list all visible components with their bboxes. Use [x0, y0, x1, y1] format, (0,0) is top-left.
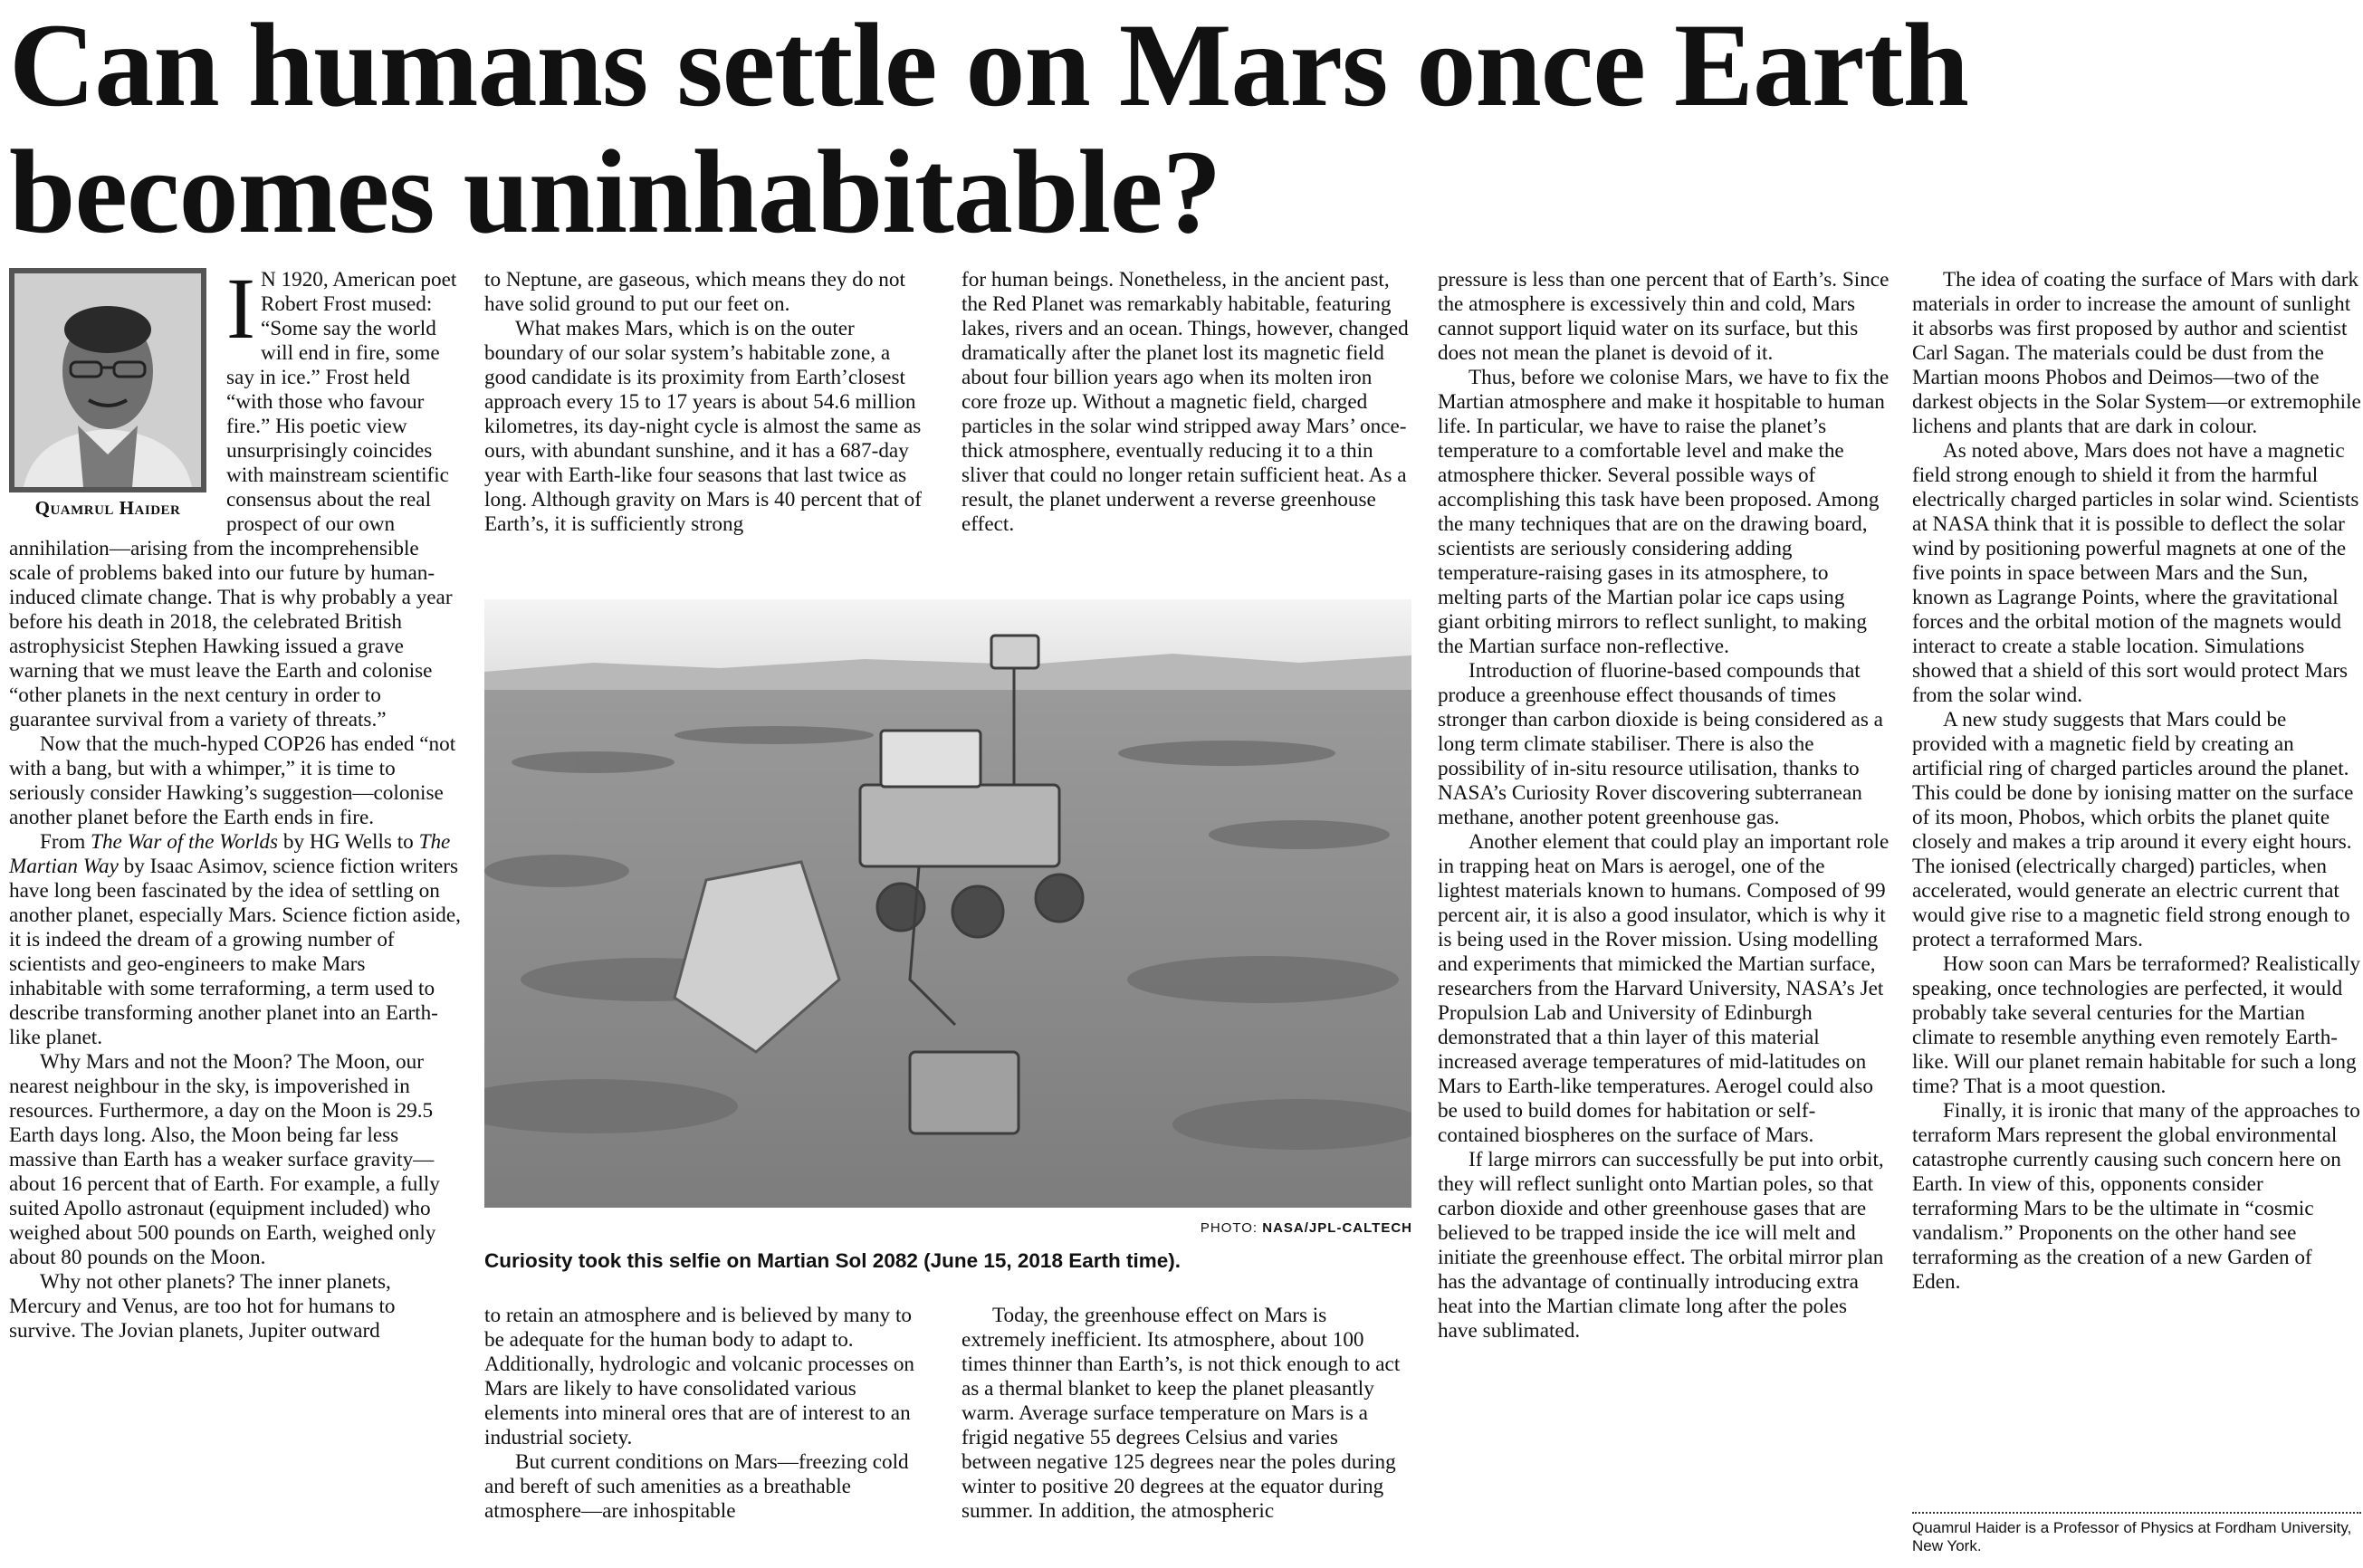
- paragraph: Introduction of fluorine-based compounds that produce a greenhouse effect thousands of times stronger than carbon dioxide is being considered as a long term climate stabiliser. There is also the possibility of in-situ resource utilisation, thanks to NASA’s Curiosity Rover discovering subterranean methane, another potent greenhouse gas.: [1438, 659, 1883, 829]
- paragraph: The idea of coating the surface of Mars with dark materials in order to increase the amount of sunlight it absorbs was first proposed by author and scientist Carl Sagan. The materials could be dust from the Martian moons Phobos and Deimos—two of the darkest objects in the Solar System—or extremophile lichens and plants that are dark in colour.: [1912, 268, 2361, 438]
- paragraph: pressure is less than one percent that of Earth’s. Since the atmosphere is excessively thin and cold, Mars cannot support liquid water on its surface, but this does not mean the planet is devoid of it.: [1438, 268, 1889, 365]
- photo-credit: [978, 1220, 1412, 1236]
- column-4: [1438, 268, 1890, 1343]
- paragraph: Why Mars and not the Moon? The Moon, our nearest neighbour in the sky, is impoverished in resources. Furthermore, a day on the Moon is 29.5 Earth days long. Also, the Moon being far less massive than Earth has a weaker surface gravity—about 16 percent that of Earth. For example, a fully suited Apollo astronaut (equipment included) who weighed about 500 pounds on Earth, weighed only about 80 pounds on the Moon.: [9, 1050, 440, 1269]
- paragraph: Another element that could play an important role in trapping heat on Mars is aerogel, one of the lightest materials known to humans. Composed of 99 percent air, it is also a good insulator, which is why it is being used in the Rover mission. Using modelling and experiments that mimicked the Martian surface, researchers from the Harvard University, NASA’s Jet Propulsion Lab and University of Edinburgh demonstrated that a thin layer of this material increased average temperatures of mid-latitudes on Mars to Earth-like temperatures. Aerogel could also be used to build domes for habitation or self-contained biospheres on the surface of Mars.: [1438, 830, 1889, 1147]
- paragraph: Finally, it is ironic that many of the approaches to terraform Mars represent the global environmental catastrophe currently causing such concern here on Earth. In view of this, opponents consider terraforming Mars to be the ultimate in “cosmic vandalism.” Proponents on the other hand see terraforming as the creation of a new Garden of Eden.: [1912, 1099, 2360, 1294]
- byline: Quamrul Haider: [34, 497, 181, 519]
- paragraph: How soon can Mars be terraformed? Realistically speaking, once technologies are perfected, it would probably take several centuries for the Martian climate to resemble anything even remotely Earth-like. Will our planet remain habitable for such a long time? That is a moot question.: [1912, 952, 2361, 1098]
- paragraph: If large mirrors can successfully be put into orbit, they will reflect sunlight onto Martian poles, so that carbon dioxide and other greenhouse gases that are believed to be trapped inside the ice will melt and initiate the greenhouse effect. The orbital mirror plan has the advantage of continually introducing extra heat into the Martian climate long after the poles have sublimated.: [1438, 1148, 1884, 1343]
- paragraph: As noted above, Mars does not have a magnetic field strong enough to shield it from the harmful electrically charged particles in solar wind. Scientists at NASA think that it is possible to deflect the solar wind by positioning powerful magnets at one of the five points in space between Mars and the Sun, known as Lagrange Points, where the gravitational forces and the orbital motion of the magnets would interact to create a stable location. Simulations showed that a shield of this sort would protect Mars from the solar wind.: [1912, 439, 2359, 707]
- author-portrait-icon: [9, 268, 206, 492]
- column-3-bottom: [961, 1304, 1411, 1524]
- paragraph: But current conditions on Mars—freezing cold and bereft of such amenities as a breathable atmosphere—are inhospitable: [484, 1450, 909, 1523]
- column-2-top: [484, 268, 928, 537]
- text: by Isaac Asimov, science fiction writers have long been fascinated by the idea of settling on another planet, especially Mars. Science fiction aside, it is indeed the dream of a growing number of scientists and geo-engineers to make Mars inhabitable with some terraforming, a term used to describe transforming another planet into an Earth-like planet.: [9, 855, 461, 1049]
- credit-source: NASA/JPL-CALTECH: [1262, 1220, 1412, 1236]
- text: From: [40, 830, 91, 854]
- lead-text: N 1920, American poet Robert Frost mused: “Some say the world will end in fire, some say in ice.” Frost held “with those who favour fire.” His poetic view unsurprisingly coincides with mainstream scientific consensus about the real prospect of our own annihilation—arising from the incomprehensible scale of problems baked into our future by human-induced climate change. That is why probably a year before his death in 2018, the celebrated British astrophysicist Stephen Hawking issued a grave warning that we must leave the Earth and colonise “other planets in the next century in order to guarantee survival from a variety of threats.”: [9, 268, 457, 731]
- paragraph: Why not other planets? The inner planets, Mercury and Venus, are too hot for humans to survive. The Jovian planets, Jupiter outward: [9, 1270, 396, 1343]
- paragraph: Today, the greenhouse effect on Mars is extremely inefficient. Its atmosphere, about 100 times thinner than Earth’s, is not thick enough to act as a thermal blanket to keep the planet pleasantly warm. Average surface temperature on Mars is a frigid negative 55 degrees Celsius and varies between negative 125 degrees near the poles during winter to positive 20 degrees at the equator during summer. In addition, the atmospheric: [961, 1304, 1401, 1523]
- credit-prefix: PHOTO:: [1200, 1220, 1263, 1236]
- divider: [1912, 1512, 2361, 1514]
- paragraph: What makes Mars, which is on the outer boundary of our solar system’s habitable zone, a good candidate is its proximity from Earth’closest approach every 15 to 17 years is about 54.6 million kilometres, its day-night cycle is almost the same as ours, with abundant sunshine, and it has a 687-day year with Earth-like four seasons that last twice as long. Although gravity on Mars is 40 percent that of Earth’s, it is sufficiently strong: [484, 317, 922, 536]
- paragraph: to retain an atmosphere and is believed by many to be adequate for the human body to adapt to. Additionally, hydrologic and volcanic processes on Mars are likely to have consolidated various elements into mineral ores that are of interest to an industrial society.: [484, 1304, 915, 1449]
- paragraph: A new study suggests that Mars could be provided with a magnetic field by creating an artificial ring of charged particles around the planet. This could be done by ionising matter on the surface of its moon, Phobos, which orbits the planet quite closely and makes a trip around it every eight hours. The ionised (electrically charged) particles, when accelerated, would generate an electric current that would give rise to a magnetic field strong enough to protect a terraformed Mars.: [1912, 708, 2354, 951]
- paragraph: [9, 830, 462, 1050]
- paragraph: to Neptune, are gaseous, which means they do not have solid ground to put our feet on.: [484, 268, 905, 316]
- paragraph: Now that the much-hyped COP26 has ended “not with a bang, but with a whimper,” it is time to seriously consider Hawking’s suggestion—colonise another planet before the Earth ends in fire.: [9, 732, 456, 829]
- column-2-bottom: [484, 1304, 928, 1524]
- author-note: Quamrul Haider is a Professor of Physics at Fordham University, New York.: [1912, 1519, 2352, 1554]
- headline: Can humans settle on Mars once Earth becomes uninhabitable?: [9, 0, 1968, 258]
- book-title: The Martian Way: [9, 830, 451, 878]
- drop-cap: I: [226, 260, 255, 357]
- rover-photo: [484, 599, 1411, 1208]
- author-photo-box: [9, 268, 206, 519]
- column-5: [1912, 268, 2361, 1295]
- book-title: The War of the Worlds: [91, 830, 279, 854]
- text: by HG Wells to: [278, 830, 419, 854]
- paragraph: for human beings. Nonetheless, in the ancient past, the Red Planet was remarkably habitable, featuring lakes, rivers and an ocean. Things, however, changed dramatically after the planet lost its magnetic field about four billion years ago when its molten iron core froze up. Without a magnetic field, charged particles in the solar wind stripped away Mars’ once-thick atmosphere, eventually reducing it to a thin sliver that could no longer retain sufficient heat. As a result, the planet underwent a reverse greenhouse effect.: [961, 268, 1409, 536]
- photo-caption: Curiosity took this selfie on Martian Sol 2082 (June 15, 2018 Earth time).: [484, 1249, 1181, 1272]
- paragraph: Thus, before we colonise Mars, we have to fix the Martian atmosphere and make it hospitable to human life. In particular, we have to raise the planet’s temperature to a comfortable level and make the atmosphere thicker. Several possible ways of accomplishing this task have been proposed. Among the many techniques that are on the drawing board, scientists are seriously considering adding temperature-raising gases in its atmosphere, to melting parts of the Martian polar ice caps using giant orbiting mirrors to reflect sunlight, to making the Martian surface non-reflective.: [1438, 366, 1889, 658]
- column-3-top: [961, 268, 1411, 537]
- column-1: [9, 260, 462, 1343]
